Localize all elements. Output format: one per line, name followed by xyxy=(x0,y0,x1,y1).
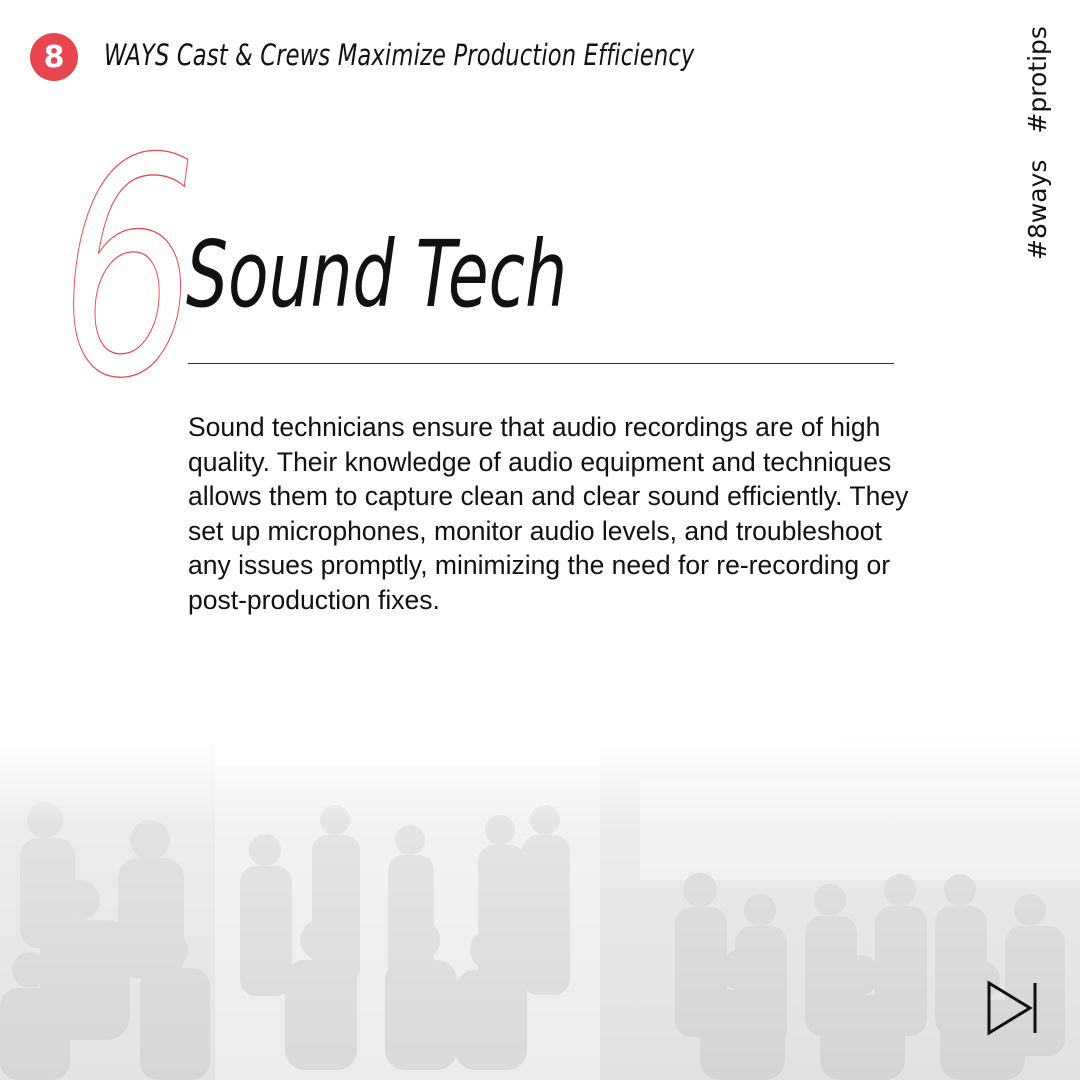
skip-forward-icon xyxy=(989,983,1030,1033)
page-header-title: WAYS Cast & Crews Maximize Production Efficiency xyxy=(104,38,695,72)
section-body: Sound technicians ensure that audio recordings are of high quality. Their knowledge of audio equipment and techniques allows them to capture clean and clear sound efficiently. They set up microphones, monitor audio levels, and troubleshoot any issues promptly, minimizing the need for re-recording or post-production fixes. xyxy=(188,412,909,615)
group-photo-collage xyxy=(0,740,1080,1080)
section-number: 6 xyxy=(60,95,198,444)
section-title: Sound Tech xyxy=(186,221,568,328)
title-divider xyxy=(188,363,894,364)
brand-logo xyxy=(30,33,78,81)
hashtag-protips: #protips xyxy=(1023,26,1052,134)
hashtag-list xyxy=(1023,20,1052,260)
logo-text: 8 xyxy=(43,39,65,75)
next-slide-button[interactable] xyxy=(984,980,1040,1036)
hashtag-8ways: #8ways xyxy=(1023,159,1052,260)
